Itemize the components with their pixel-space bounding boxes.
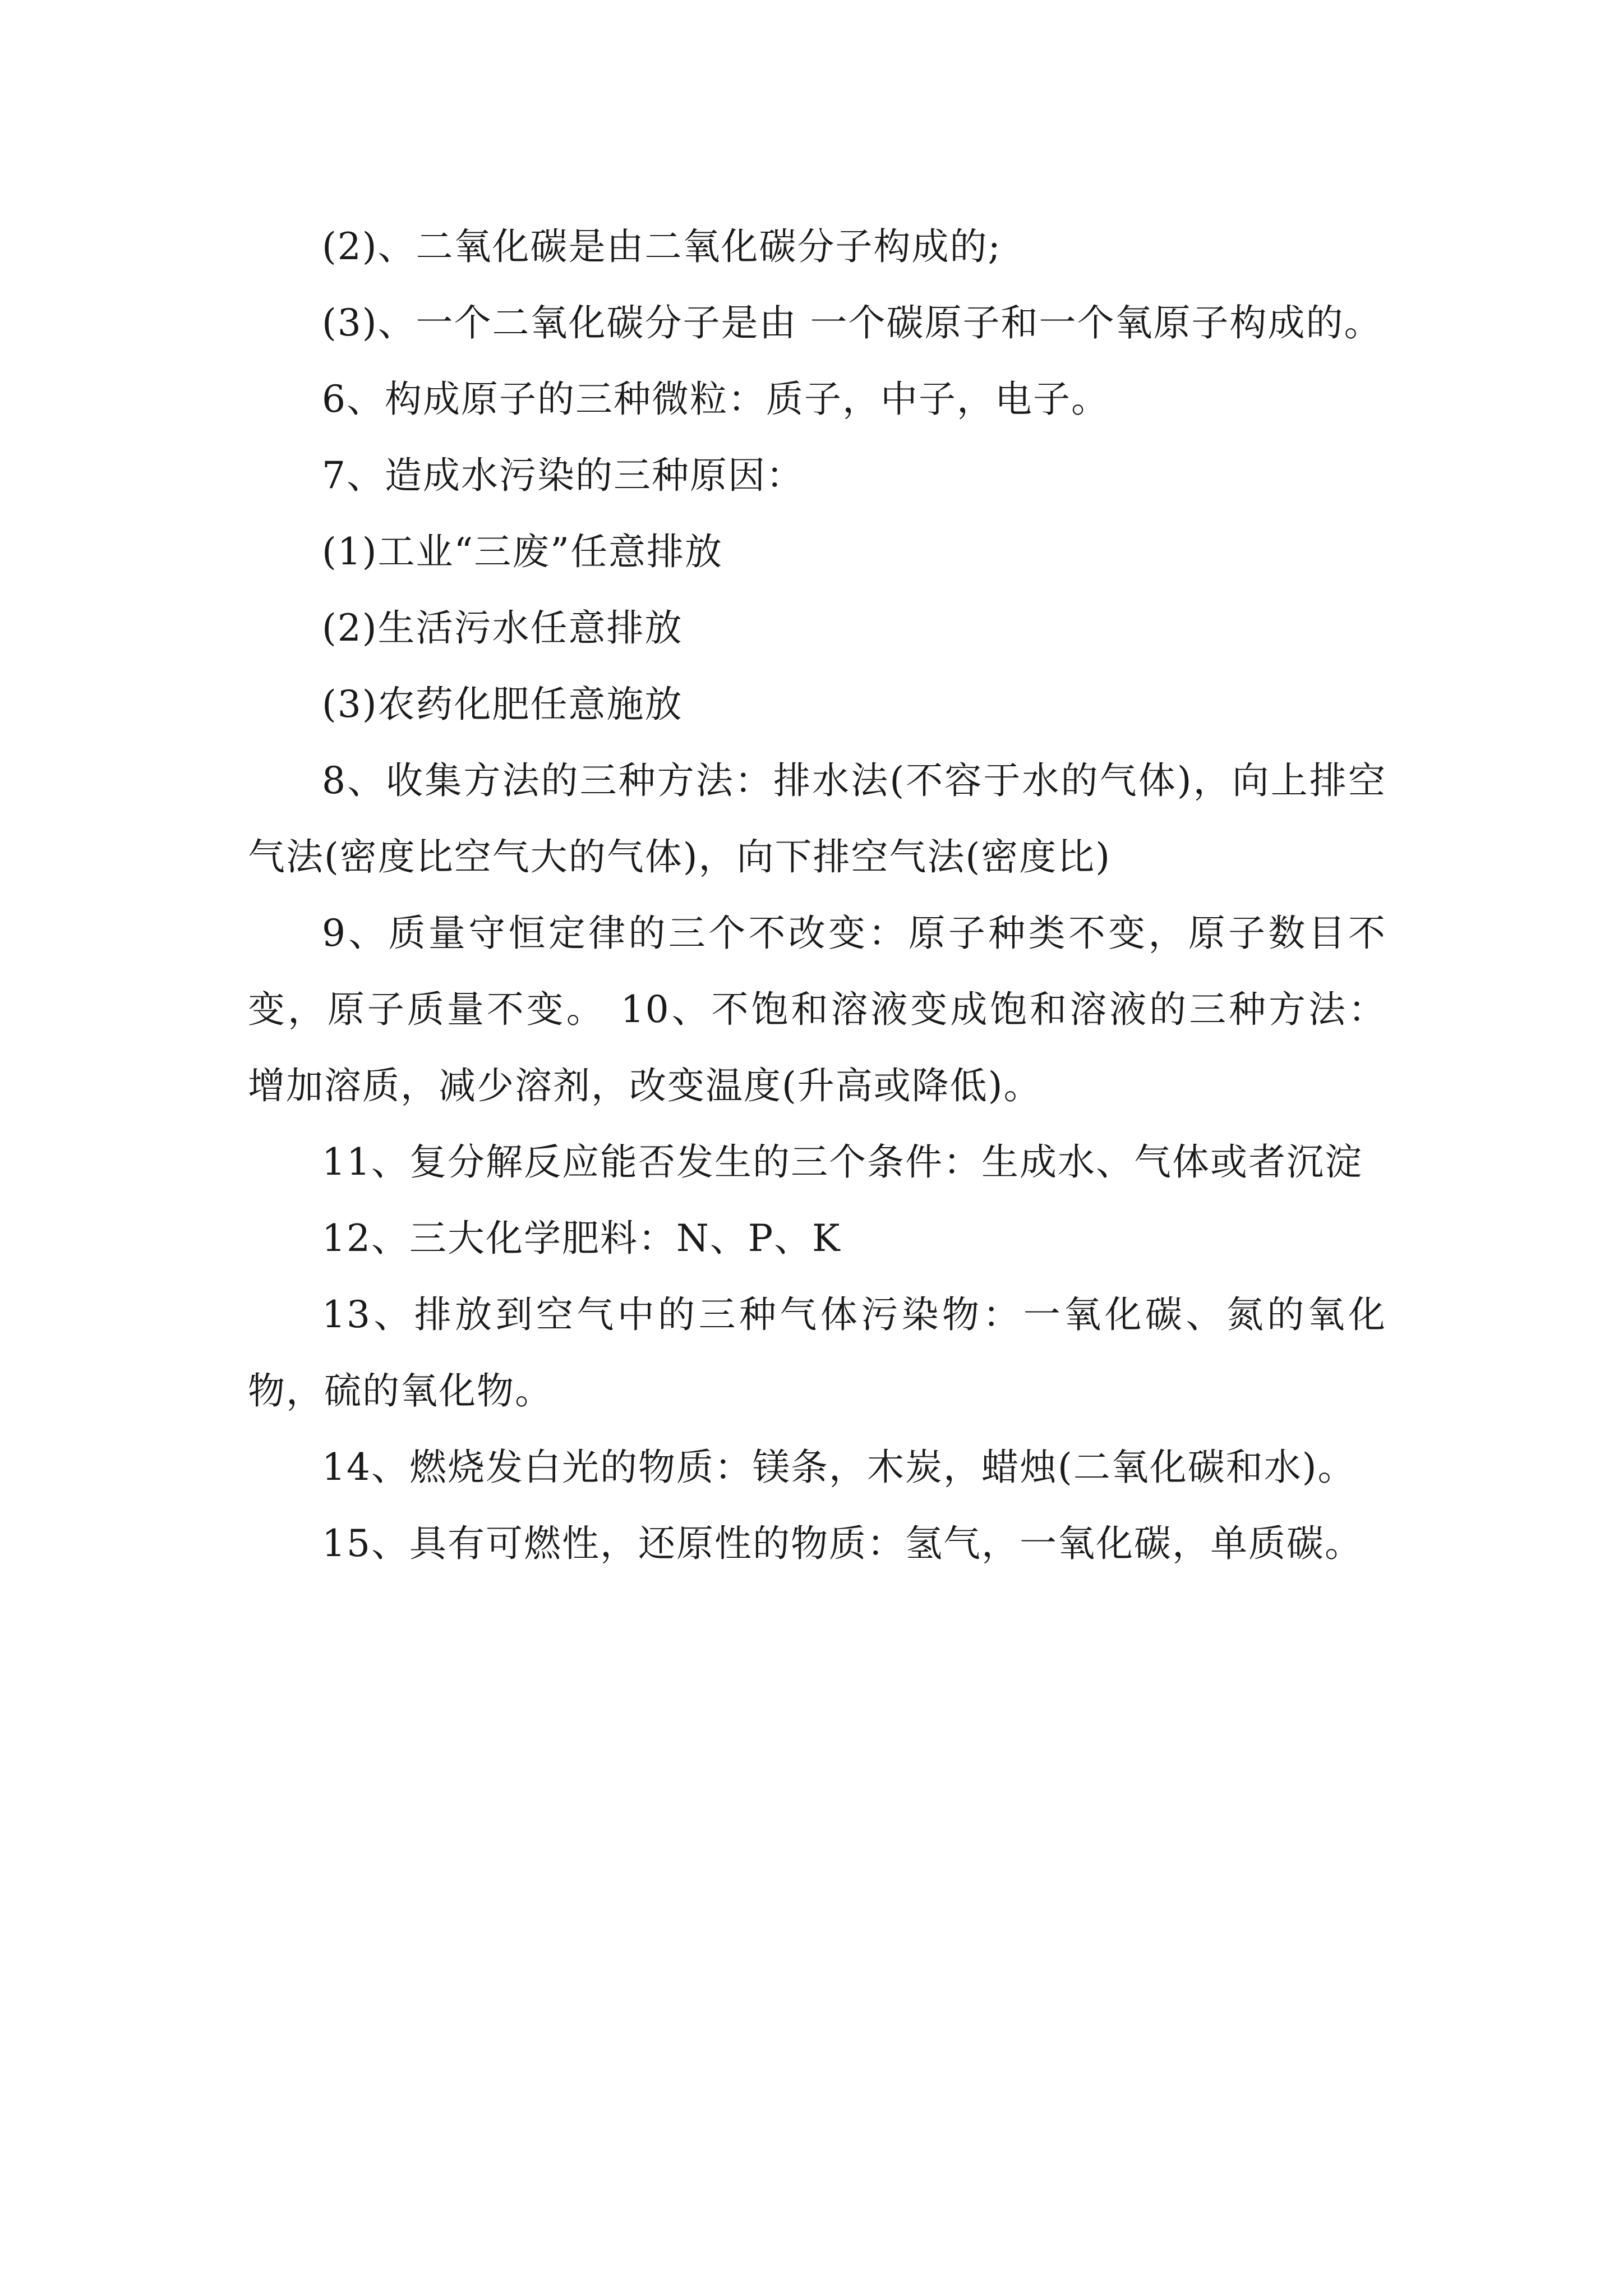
document-body	[248, 209, 1386, 1582]
paragraph-atom-particles: 6、构成原子的三种微粒：质子，中子，电子。	[322, 378, 1109, 421]
paragraph-mass-conservation: 9、质量守恒定律的三个不改变：原子种类不变，原子数目不变，原子质量不变。 10、不饱和溶液变成饱和溶液的三种方法： 增加溶质，减少溶剂，改变温度(升高或降低)。	[248, 912, 1386, 1107]
paragraph-reducing-substances: 15、具有可燃性，还原性的物质：氢气，一氧化碳，单质碳。	[322, 1522, 1363, 1565]
paragraph-water-pollution-2: (2)生活污水任意排放	[322, 606, 683, 650]
paragraph-gas-collection: 8、收集方法的三种方法：排水法(不容于水的气体)，向上排空气法(密度比空气大的气体)，向下排空气法(密度比)	[248, 759, 1386, 878]
paragraph-white-light: 14、燃烧发白光的物质：镁条，木炭，蜡烛(二氧化碳和水)。	[322, 1446, 1356, 1489]
paragraph-double-decomposition: 11、复分解反应能否发生的三个条件：生成水、气体或者沉淀	[322, 1140, 1363, 1184]
paragraph-air-pollutants: 13、排放到空气中的三种气体污染物：一氧化碳、氮的氧化物，硫的氧化物。	[248, 1293, 1386, 1412]
paragraph-water-pollution-3: (3)农药化肥任意施放	[322, 683, 683, 726]
paragraph-co2-molecule: (3)、一个二氧化碳分子是由 一个碳原子和一个氧原子构成的。	[322, 301, 1382, 344]
paragraph-co2-composition: (2)、二氧化碳是由二氧化碳分子构成的;	[322, 225, 1002, 268]
paragraph-water-pollution-1: (1)工业“三废”任意排放	[322, 530, 723, 573]
paragraph-fertilizers: 12、三大化学肥料：N、P、K	[322, 1217, 841, 1260]
paragraph-water-pollution-heading: 7、造成水污染的三种原因：	[322, 454, 804, 497]
